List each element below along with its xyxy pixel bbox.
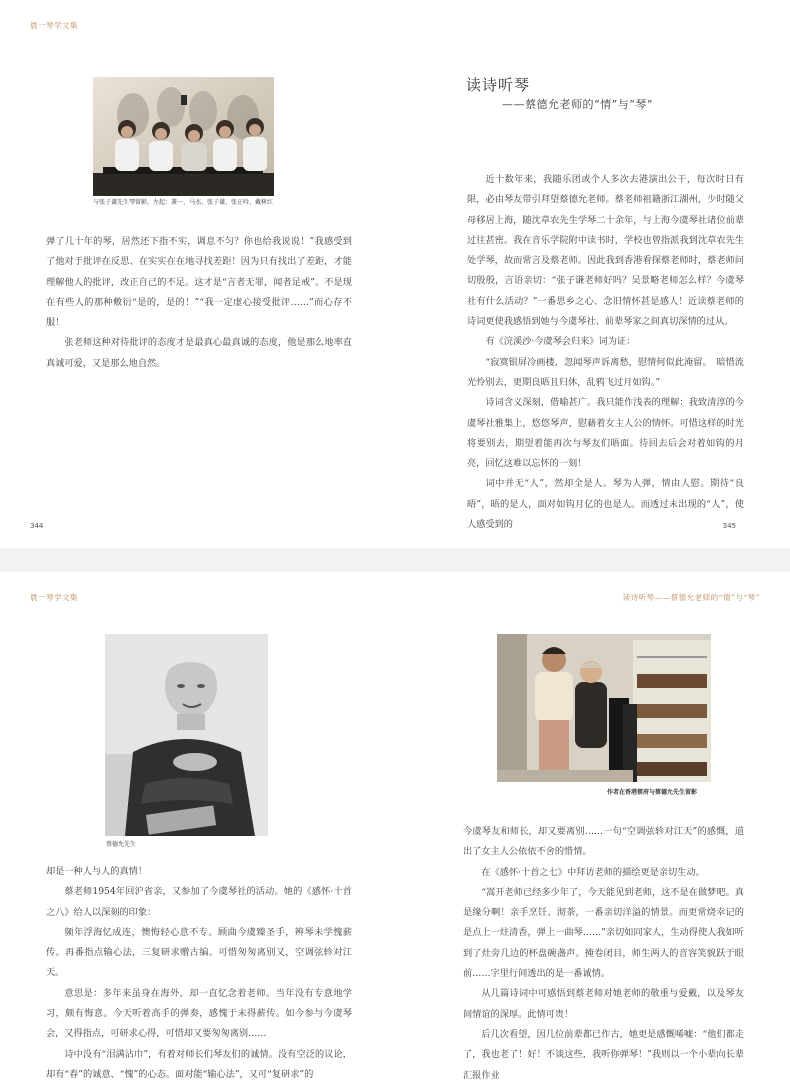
paragraph: 从几篇诗词中可感悟到蔡老师对她老师的敬重与爱戴，以及琴友间情谊的深厚。此情可贵！ — [463, 988, 744, 1020]
paragraph: “嵩开老师已经多少年了，今天能见到老师，这不是在做梦吧。真是缘分啊！亲手烹饪、沏茶，一番亲切洋溢的情景。而更常烧幸记的是点上一炷清香，弹上一曲琴……”亲切如同家人，生动得使人我如听到了灶旁几边的杯盘碗盏声。掩卷闭目，师生两人的音容笑貌跃于眼前……字里行间透出的是一番诚情。 — [463, 886, 744, 980]
running-head: 读诗听琴——蔡德允老师的“情”与“琴” — [622, 593, 760, 602]
paragraph: 蔡老师1954年回沪省亲，又参加了今虞琴社的活动。她的《感怀·十首之八》给人以深刻的印象： — [46, 886, 352, 918]
article-subtitle: ——蔡德允老师的“情”与“琴” — [502, 98, 653, 111]
article-title: 读诗听琴 — [466, 76, 531, 94]
color-photo-image — [497, 634, 711, 782]
paragraph: 在《感怀·十首之七》中拜访老师的描绘更是亲切生动。 — [481, 866, 705, 878]
page-number: 345 — [722, 522, 736, 530]
paragraph: 弹了几十年的琴，居然还下指不实，调息不匀？你也给我说说！”我感受到了他对于批评在反思、在实实在在地寻找差距！因为只有找出了差距，才能理解他人的批评，改正自己的不足。这才是“言者无罪，闻者足戒”。不是现在有些人的那种敷衍“是的，是的！”“我一定虚心接受批评……”而心存不服！ — [46, 236, 352, 329]
photo-caption: 与张子谦先生琴留影，左起：龚一、马杰、张子谦、张正吟、戴树红 — [93, 199, 274, 206]
portrait-photo-image — [105, 634, 268, 836]
paragraph: 诗中没有“泪满沾巾”，有着对师长们琴友们的诚情。没有空泛的议论，却有“春”的诚意、“愧”的心态。面对能“输心法”，又可“复研求”的 — [46, 1048, 352, 1080]
photo-caption: 蔡德允先生 — [106, 841, 137, 848]
portrait-photo — [105, 634, 268, 836]
paragraph: 诗词含义深刻，借喻甚广。我只能作浅表的理解：我致清淳的今虞琴社雅集上，悠悠琴声，慰藉着女主人公的情怀。可惜这样的时光将要别去，期望着能再次与琴友们晤面。待回去后会对着如钩的月亮，回忆这难以忘怀的一刻！ — [467, 397, 744, 470]
page-345 — [395, 0, 790, 548]
paragraph: 张老师这种对待批评的态度才是最真心最真诚的态度，他是那么地率直真诚可爱，又是那么地自然。 — [46, 337, 352, 369]
paragraph: “寂寞银屏冷画楼，忽闻琴声诉离愁，慰情何似此淹留。 暗惜流光怜别去，更期良晤且归休，乱鸦飞过月如钩。” — [467, 356, 744, 388]
page-number: 344 — [30, 522, 44, 530]
page-347 — [395, 572, 790, 1081]
body-text — [467, 170, 744, 535]
paragraph: 今虞琴友和师长，却又要离别……一句“空调弦轸对江天”的感慨，道出了女主人公依依不舍的惜情。 — [463, 826, 744, 858]
spread-bottom — [0, 572, 790, 1081]
paragraph: 意思是：多年来虽身在海外，却一直忆念着老师。当年没有专意地学习，颇有悔意。今天听着高手的弹奏，感愧于未得薪传。如今参与今虞琴会，又得指点，可研求心得，可惜却又要匆匆离别…… — [46, 987, 352, 1040]
paragraph: 频年浮海忆成连，懊悔轻心意不专。顾曲今虞臻圣手，辨琴未学愧薪传。再番指点输心法，三复研求赠古编。可惜匆匆离别又，空调弦轸对江天。 — [46, 926, 352, 979]
paragraph: 后几次看望，因几位前辈都已作古，她更是感慨唏嘘：“他们都走了，我也老了！好！不谈这些，我听你弹琴！”我则以一个小辈向长辈汇报作业 — [463, 1028, 744, 1081]
running-head: 晨一琴学文集 — [30, 21, 78, 30]
body-text — [463, 822, 744, 1086]
group-photo — [93, 77, 274, 196]
color-photo — [497, 634, 711, 782]
running-head: 晨一琴学文集 — [30, 593, 78, 602]
group-photo-image — [93, 77, 274, 196]
body-text — [46, 232, 352, 374]
paragraph: 却是一种人与人的真情！ — [46, 866, 148, 877]
page-344 — [0, 0, 395, 548]
paragraph: 近十数年来，我随乐团或个人多次去港演出公干，每次时日有限，必由琴友带引拜望蔡德允老师。蔡老师祖籍浙江湖州，少时随父母移居上海，随沈草农先生学琴二十余年，与上海今虞琴社诸位前辈过往甚密。我在音乐学院附中读书时，学校也曾指派我到沈草农先生处学琴，故而常言及蔡老师。因此我到香港看探蔡老师时，蔡老师问切殷殷，言语亲切：“张子谦老师好吗？吴景略老师怎么样？今虞琴社有什么活动？”一番思乡之心、念旧情怀甚是感人！近读蔡老师的诗词更使我感悟到她与今虞琴社、前辈琴家之间真切深情的过从。 — [467, 174, 744, 328]
paragraph: 有《浣溪沙·今虞琴会归来》词为证： — [485, 336, 636, 348]
body-text — [46, 862, 352, 1085]
photo-caption: 作者在香港蔡府与蔡德允先生留影 — [607, 789, 698, 796]
page-346 — [0, 572, 395, 1080]
paragraph: 词中并无“人”，然却全是人。琴为人弹，情由人慰。期待“良晤”，晤的是人，面对如钩月亿的也是人。而透过未出现的“人”，使人感受到的 — [467, 478, 744, 531]
spread-gap — [0, 548, 790, 572]
